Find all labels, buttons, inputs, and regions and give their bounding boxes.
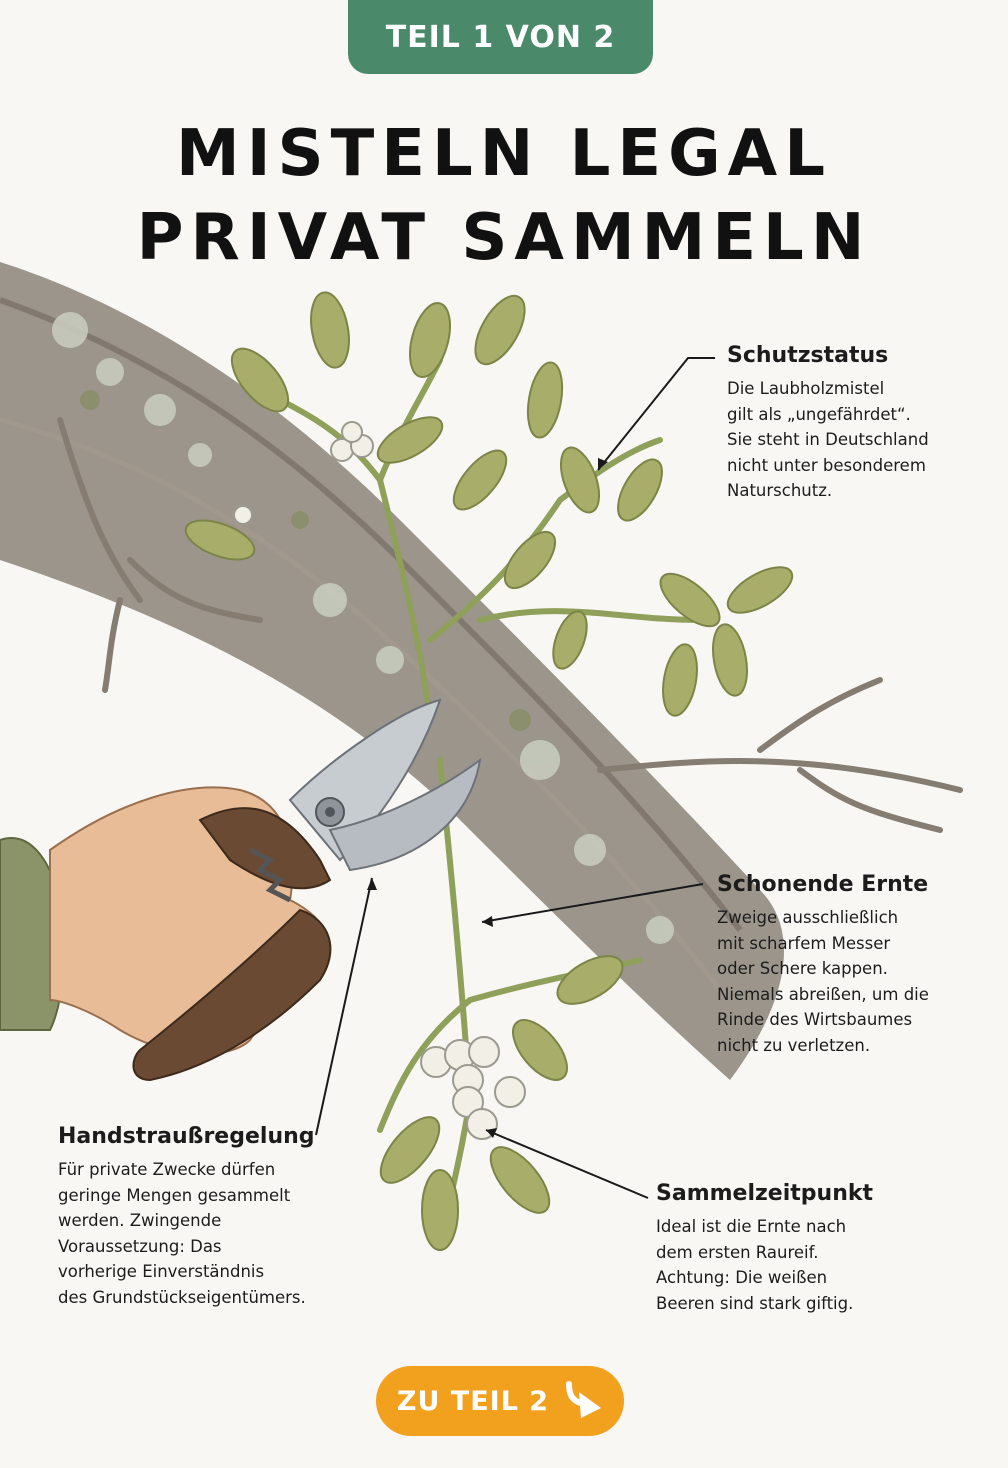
- next-part-button[interactable]: [376, 1366, 624, 1436]
- note-line: Ideal ist die Ernte nach: [656, 1217, 847, 1236]
- note-heading: Handstraußregelung: [58, 1124, 315, 1149]
- note-line: Die Laubholzmistel: [727, 379, 885, 398]
- note-line: Achtung: Die weißen: [656, 1268, 828, 1287]
- note-line: gilt als „ungefährdet“.: [727, 404, 911, 424]
- note-line: oder Schere kappen.: [717, 959, 888, 978]
- note-line: Zweige ausschließlich: [717, 908, 899, 927]
- note-line: Rinde des Wirtsbaumes: [717, 1010, 913, 1029]
- note-line: mit scharfem Messer: [717, 933, 891, 953]
- note-line: werden. Zwingende: [58, 1211, 222, 1230]
- note-heading: Schonende Ernte: [717, 872, 929, 897]
- note-heading: Schutzstatus: [727, 343, 889, 368]
- note-line: dem ersten Raureif.: [656, 1242, 819, 1262]
- note-line: Niemals abreißen, um die: [717, 984, 929, 1004]
- note-schutzstatus: [727, 343, 929, 504]
- arrow-down-right-icon: [563, 1380, 603, 1422]
- note-handstraussregelung: [58, 1124, 315, 1310]
- note-text: [727, 376, 929, 504]
- note-line: nicht zu verletzen.: [717, 1035, 871, 1055]
- note-line: vorherige Einverständnis: [58, 1262, 265, 1281]
- part-badge: TEIL 1 VON 2: [348, 0, 653, 74]
- note-schonende-ernte: [717, 872, 929, 1058]
- next-part-label: ZU TEIL 2: [396, 1385, 550, 1417]
- note-text: [717, 905, 929, 1058]
- page-title: [0, 112, 1008, 280]
- title-line-1: MISTELN LEGAL: [176, 117, 832, 191]
- note-line: Naturschutz.: [727, 481, 833, 500]
- title-line-2: PRIVAT SAMMELN: [136, 201, 872, 275]
- note-text: [656, 1214, 873, 1316]
- note-line: Voraussetzung: Das: [58, 1236, 222, 1256]
- note-line: Sie steht in Deutschland: [727, 430, 929, 449]
- note-line: Für private Zwecke dürfen: [58, 1160, 276, 1179]
- note-line: geringe Mengen gesammelt: [58, 1185, 291, 1205]
- note-line: nicht unter besonderem: [727, 455, 926, 475]
- note-heading: Sammelzeitpunkt: [656, 1181, 874, 1206]
- hand-with-pruner: [0, 700, 480, 1080]
- note-line: Beeren sind stark giftig.: [656, 1293, 854, 1313]
- note-sammelzeitpunkt: [656, 1181, 873, 1316]
- note-line: des Grundstückseigentümers.: [58, 1287, 306, 1307]
- note-text: [58, 1157, 315, 1310]
